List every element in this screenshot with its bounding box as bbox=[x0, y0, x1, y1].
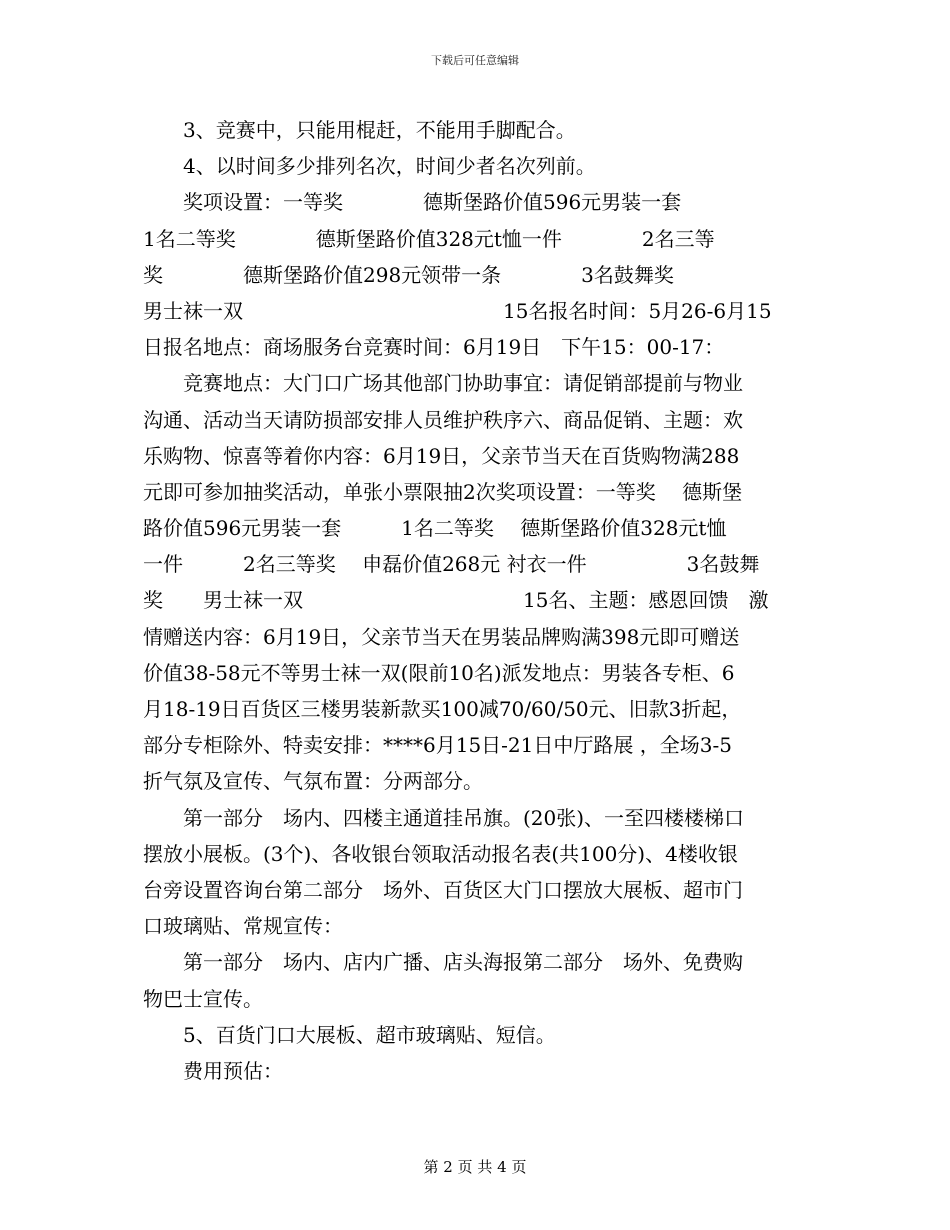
body-line: 男士袜一双 15名报名时间：5月26-6月15 bbox=[143, 298, 772, 323]
body-line: 1名二等奖 德斯堡路价值328元t恤一件 2名三等 bbox=[143, 226, 715, 251]
body-line: 日报名地点：商场服务台竞赛时间：6月19日 下午15：00-17： bbox=[143, 335, 725, 360]
body-line: 奖项设置：一等奖 德斯堡路价值596元男装一套 bbox=[143, 190, 682, 215]
body-line: 折气氛及宣传、气氛布置：分两部分。 bbox=[143, 769, 483, 794]
body-line: 价值38-58元不等男士袜一双(限前10名)派发地点：男装各专柜、6 bbox=[143, 660, 735, 685]
body-line: 沟通、活动当天请防损部安排人员维护秩序六、商品促销、主题：欢 bbox=[143, 407, 743, 432]
body-line: 5、百货门口大展板、超市玻璃贴、短信。 bbox=[143, 1022, 556, 1047]
body-line: 部分专柜除外、特卖安排：****6月15日-21日中厅路展 ，全场3-5 bbox=[143, 733, 732, 758]
body-line: 乐购物、惊喜等着你内容：6月19日，父亲节当天在百货购物满288 bbox=[143, 443, 740, 468]
body-line: 摆放小展板。(3个)、各收银台领取活动报名表(共100分)、4楼收银 bbox=[143, 841, 738, 866]
body-line: 物巴士宣传。 bbox=[143, 986, 263, 1011]
body-line: 奖 男士袜一双 15名、主题：感恩回馈 激 bbox=[143, 588, 769, 613]
body-line: 元即可参加抽奖活动，单张小票限抽2次奖项设置：一等奖 德斯堡 bbox=[143, 479, 743, 504]
body-line: 竞赛地点：大门口广场其他部门协助事宜：请促销部提前与物业 bbox=[143, 371, 743, 396]
body-line: 月18-19日百货区三楼男装新款买100减70/60/50元、旧款3折起， bbox=[143, 697, 742, 721]
document-body bbox=[143, 112, 813, 1089]
body-line: 情赠送内容：6月19日，父亲节当天在男装品牌购满398元即可赠送 bbox=[143, 624, 740, 649]
body-line: 路价值596元男装一套 1名二等奖 德斯堡路价值328元t恤 bbox=[143, 516, 727, 541]
body-line: 费用预估： bbox=[143, 1058, 283, 1083]
body-line: 3、竞赛中，只能用棍赶，不能用手脚配合。 bbox=[143, 118, 576, 142]
body-line: 第一部分 场内、四楼主通道挂吊旗。(20张)、一至四楼楼梯口 bbox=[143, 805, 745, 830]
page-header: 下载后可任意编辑 bbox=[431, 54, 519, 67]
body-line: 奖 德斯堡路价值298元领带一条 3名鼓舞奖 bbox=[143, 262, 674, 287]
page-footer: 第 2 页 共 4 页 bbox=[423, 1158, 527, 1176]
body-line: 一件 2名三等奖 申磊价值268元 衬衣一件 3名鼓舞 bbox=[143, 552, 760, 577]
body-line: 第一部分 场内、店内广播、店头海报第二部分 场外、免费购 bbox=[143, 950, 743, 975]
body-line: 台旁设置咨询台第二部分 场外、百货区大门口摆放大展板、超市门 bbox=[143, 877, 743, 902]
body-line: 4、以时间多少排列名次，时间少者名次列前。 bbox=[143, 154, 596, 179]
body-line: 口玻璃贴、常规宣传： bbox=[143, 914, 343, 939]
